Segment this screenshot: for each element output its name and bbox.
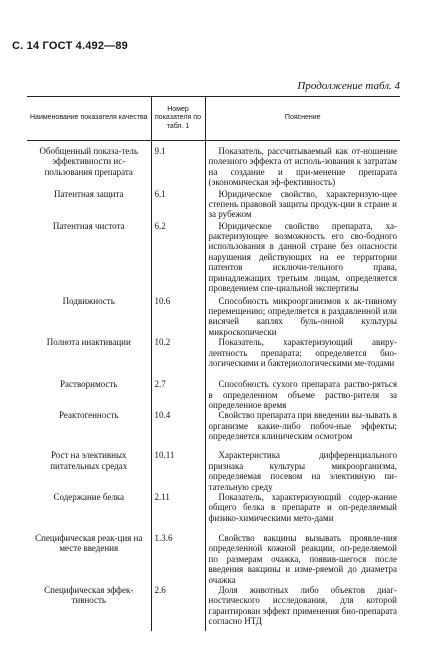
indicator-ref: 6.2 (151, 221, 205, 296)
indicator-ref: 9.1 (151, 141, 205, 189)
indicator-desc: Показатель, рассчитываемый как от-ношение полезного эффекта от исполь-зования к затратам на создание и при-менение препарата (экономическая эф-фективность) (208, 146, 397, 188)
indicator-ref: 1.3.6 (151, 533, 205, 585)
table-row (27, 450, 400, 492)
table-row (27, 410, 400, 450)
quality-indicators-table (27, 96, 400, 631)
indicator-ref: 10.6 (151, 296, 205, 338)
indicator-desc: Способность сухого препарата раство-ряться в определенном объеме раство-рителя за определенное время (208, 379, 397, 410)
indicator-name: Содержание белка (53, 491, 125, 502)
column-header-name: Наименование показателя качества (27, 97, 151, 141)
indicator-desc: Показатель, характеризующий содер-жание общего белка в препарате и оп-ределяемый физико-химическими мето-дами (208, 491, 397, 523)
table-row (27, 141, 400, 189)
table-continuation-label: Продолжение табл. 4 (297, 80, 400, 92)
indicator-name: Полнота инактивации (46, 337, 131, 348)
indicator-desc: Юридическое свойство, характеризую-щее степень правовой защиты продук-ции в стране и за рубежом (208, 188, 397, 220)
indicator-name: Рост на элективных питательных средах (50, 450, 128, 471)
table-row (27, 379, 400, 410)
column-header-ref: Номер показателя по табл. 1 (151, 97, 205, 141)
table-row (27, 296, 400, 338)
indicator-desc: Показатель, характеризующий авиру-лентность препарата; определяется био-логическими и бактериологическими ме-тодами (208, 337, 397, 368)
indicator-ref: 10.2 (151, 337, 205, 379)
page-header: С. 14 ГОСТ 4.492—89 (12, 40, 129, 52)
indicator-desc: Доля животных либо объектов диаг-ностического исследования, для которой гарантирован эффект применения био-препарата согласно НТД (208, 585, 397, 627)
indicator-ref: 10.4 (151, 410, 205, 450)
indicator-ref: 10.11 (151, 450, 205, 492)
table-row (27, 337, 400, 379)
column-header-desc: Пояснение (205, 97, 400, 141)
indicator-desc: Свойство препарата при введении вы-зывать в организме какие-либо побоч-ные эффекты; определяется клиническим осмотром (208, 410, 397, 442)
indicator-desc: Способность микроорганизмов к ак-тивному перемещению; определяется в раздавленной или висячей каплях буль-онной культуры микроскопически (208, 295, 397, 337)
indicator-name: Специфическая эффек-тивность (44, 585, 134, 606)
indicator-ref: 2.11 (151, 492, 205, 533)
table-row (27, 585, 400, 631)
indicator-name: Патентная защита (54, 188, 124, 199)
indicator-name: Специфическая реак-ция на месте введения (35, 532, 143, 554)
indicator-ref: 2.7 (151, 379, 205, 410)
indicator-desc: Свойство вакцины вызывать проявле-ния определенной кожной реакции, оп-ределяемой по размерам очажка, появив-шегося после введения вакцины и изме-ряемой до диаметра очажка (208, 532, 397, 585)
table-row (27, 189, 400, 221)
indicator-name: Подвижность (62, 295, 115, 306)
indicator-ref: 2.6 (151, 585, 205, 631)
table-row (27, 492, 400, 533)
table-header-row (27, 97, 400, 141)
table-row (27, 533, 400, 585)
table-row (27, 221, 400, 296)
indicator-name: Реактогенность (58, 410, 119, 421)
indicator-ref: 6.1 (151, 189, 205, 221)
indicator-name: Растворимость (60, 379, 118, 390)
indicator-name: Обобщенный показа-тель эффективности ис-пользования препарата (39, 146, 138, 177)
indicator-desc: Характеристика дифференциального признака культуры микроорганизма, определяемая посевом на элективную пи-тательную среду (208, 450, 397, 492)
indicator-desc: Юридическое свойство препарата, ха-рактеризующее возможность его сво-бодного использования в данной стране без опасности нарушения действующих на ее территории патентов исключи-тельного права, принадлежащих третьим лицам, определяется проведением спе-циальной экспертизы (208, 220, 397, 293)
indicator-name: Патентная чистота (52, 220, 125, 231)
